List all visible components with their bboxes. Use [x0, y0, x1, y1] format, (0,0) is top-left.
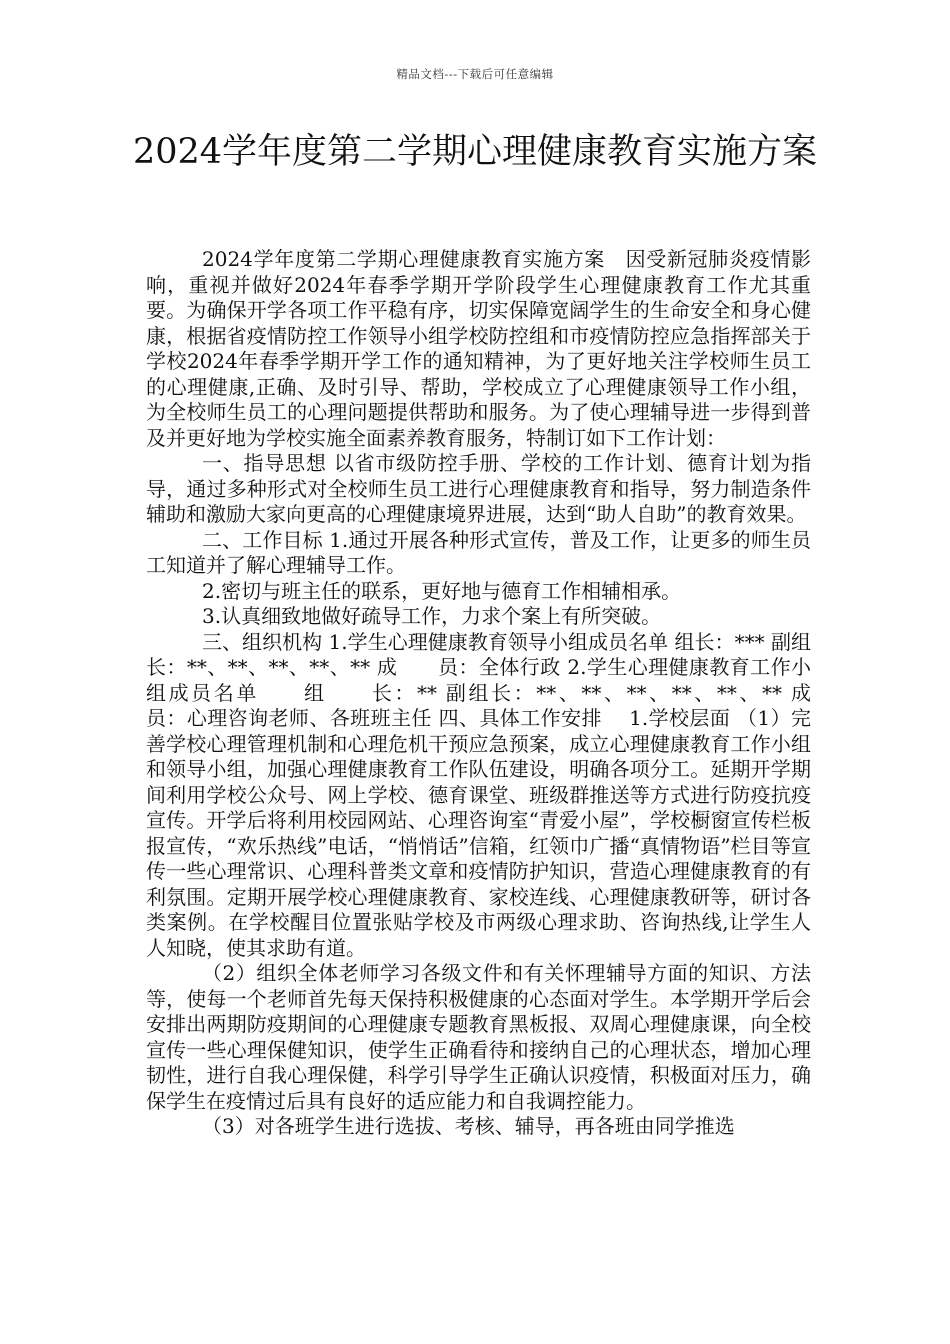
document-body — [146, 247, 851, 1140]
work-goal-item-2: 2.密切与班主任的联系，更好地与德育工作相辅相承。 — [202, 578, 682, 603]
document-title: 2024学年度第二学期心理健康教育实施方案 — [132, 132, 818, 172]
teacher-training-paragraph: （2）组织全体老师学习各级文件和有关怀理辅导方面的知识、方法等，使每一个老师首先每天保持积极健康的心态面对学生。本学期开学后会安排出两期防疫期间的心理健康专题教育黑板报、双周心理健康课，向全校宣传一些心理保健知识，使学生正确看待和接纳自己的心理状态，增加心理韧性，进行自我心理保健，科学引导学生正确认识疫情，积极面对压力，确保学生在疫情过后具有良好的适应能力和自我调控能力。 — [146, 961, 811, 1113]
work-goal-item-3: 3.认真细致地做好疏导工作，力求个案上有所突破。 — [202, 604, 662, 628]
work-goal-paragraph: 二、工作目标 1.通过开展各种形式宣传，普及工作，让更多的师生员工知道并了解心理辅导工作。 — [146, 527, 811, 577]
guiding-ideology-paragraph: 一、指导思想 以省市级防控手册、学校的工作计划、德育计划为指导，通过多种形式对全校师生员工进行心理健康教育和指导，努力制造条件辅助和激励大家向更高的心理健康境界进展，达到“助人自助”的教育效果。 — [146, 451, 811, 526]
organization-paragraph: 三、组织机构 1.学生心理健康教育领导小组成员名单 组长：*** 副组长：**、**、**、**、** 成 员：全体行政 2.学生心理健康教育工作小组成员名单 组 长：** 副组长：**、**、**、**、**、** 成 员：心理咨询老师、各班班主任 四、具体工作安排 1.学校层面 （1）完善学校心理管理机制和心理危机干预应急预案，成立心理健康教育工作小组和领导小组，加强心理健康教育工作队伍建设，明确各项分工。延期开学期间利用学校公众号、网上学校、德育课堂、班级群推送等方式进行防疫抗疫宣传。开学后将利用校园网站、心理咨询室“青爱小屋”，学校橱窗宣传栏板报宣传，“欢乐热线”电话，“悄悄话”信箱，红领巾广播“真情物语”栏目等宣传一些心理常识、心理科普类文章和疫情防护知识，营造心理健康教育的有利氛围。定期开展学校心理健康教育、家校连线、心理健康教研等，研讨各类案例。在学校醒目位置张贴学校及市两级心理求助、咨询热线,让学生人人知晓，使其求助有道。 — [146, 629, 851, 960]
intro-paragraph: 2024学年度第二学期心理健康教育实施方案 因受新冠肺炎疫情影响，重视并做好2024年春季学期开学阶段学生心理健康教育工作尤其重要。为确保开学各项工作平稳有序，切实保障宽阔学生的生命安全和身心健康，根据省疫情防控工作领导小组学校防控组和市疫情防控应急指挥部关于学校2024年春季学期开学工作的通知精神，为了更好地关注学校师生员工的心理健康,正确、及时引导、帮助，学校成立了心理健康领导工作小组，为全校师生员工的心理问题提供帮助和服务。为了使心理辅导进一步得到普及并更好地为学校实施全面素养教育服务，特制订如下工作计划： — [146, 247, 811, 450]
header-note: 精品文档---下载后可任意编辑 — [396, 67, 554, 81]
student-selection-paragraph: （3）对各班学生进行选拔、考核、辅导，再各班由同学推选 — [202, 1114, 735, 1138]
